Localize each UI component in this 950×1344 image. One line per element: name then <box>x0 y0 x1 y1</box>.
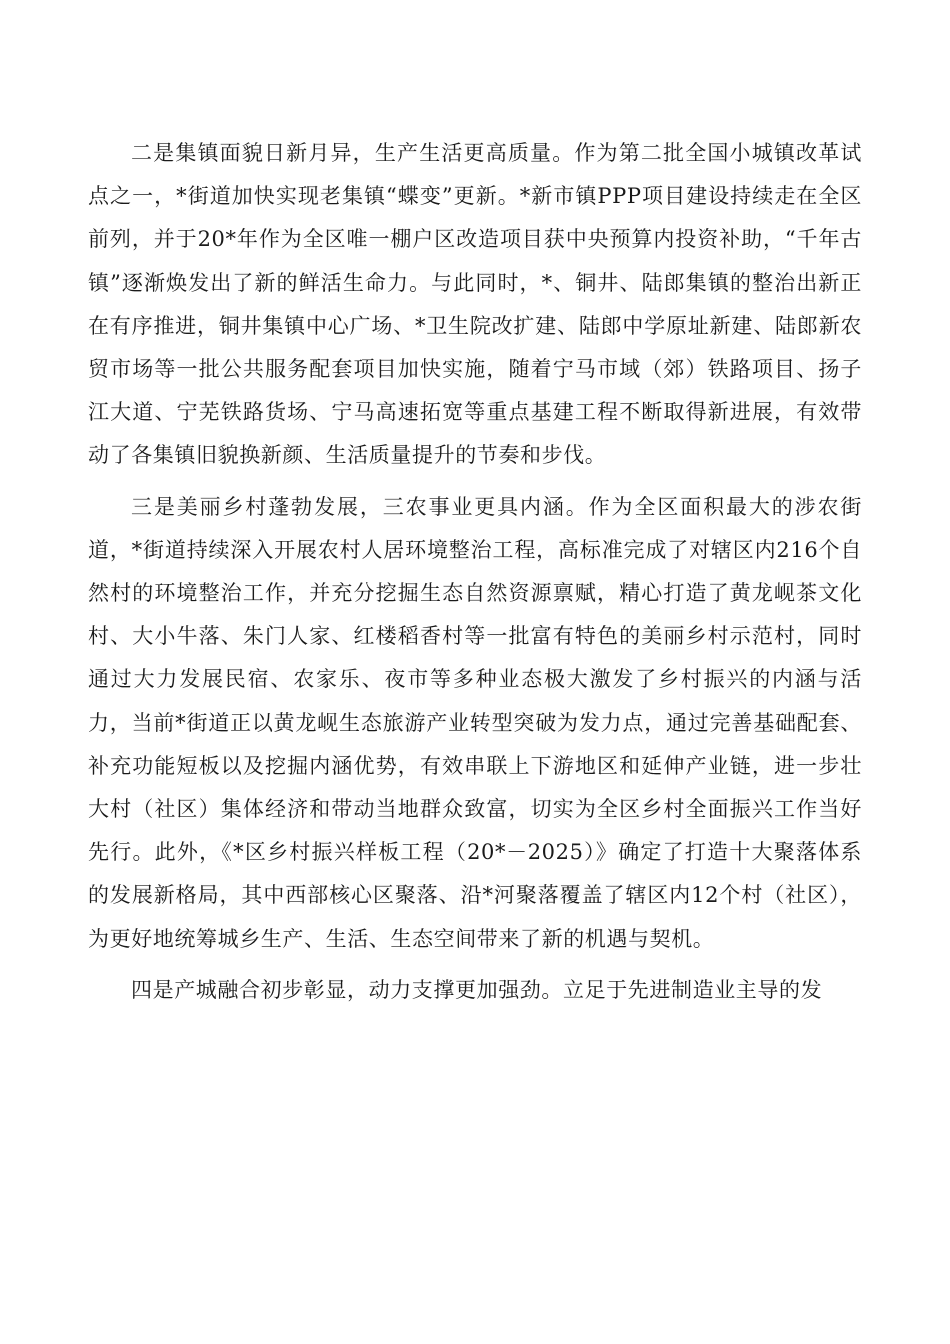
paragraph-industry-city-integration: 四是产城融合初步彰显，动力支撑更加强劲。立足于先进制造业主导的发 <box>131 977 823 1002</box>
document-body <box>88 132 862 1020</box>
paragraph-town-appearance: 二是集镇面貌日新月异，生产生活更高质量。作为第二批全国小城镇改革试点之一，*街道加快实现老集镇“蝶变”更新。*新市镇PPP项目建设持续走在全区前列，并于20*年作为全区唯一棚户区改造项目获中央预算内投资补助，“千年古镇”逐渐焕发出了新的鲜活生命力。与此同时，*、铜井、陆郎集镇的整治出新正在有序推进，铜井集镇中心广场、*卫生院改扩建、陆郎中学原址新建、陆郎新农贸市场等一批公共服务配套项目加快实施，随着宁马市域（郊）铁路项目、扬子江大道、宁芜铁路货场、宁马高速拓宽等重点基建工程不断取得新进展，有效带动了各集镇旧貌换新颜、生活质量提升的节奏和步伐。 <box>88 141 862 468</box>
paragraph-beautiful-villages: 三是美丽乡村蓬勃发展，三农事业更具内涵。作为全区面积最大的涉农街道，*街道持续深入开展农村人居环境整治工程，高标准完成了对辖区内216个自然村的环境整治工作，并充分挖掘生态自然资源禀赋，精心打造了黄龙岘茶文化村、大小牛落、朱门人家、红楼稻香村等一批富有特色的美丽乡村示范村，同时通过大力发展民宿、农家乐、夜市等多种业态极大激发了乡村振兴的内涵与活力，当前*街道正以黄龙岘生态旅游产业转型突破为发力点，通过完善基础配套、补充功能短板以及挖掘内涵优势，有效串联上下游地区和延伸产业链，进一步壮大村（社区）集体经济和带动当地群众致富，切实为全区乡村全面振兴工作当好先行。此外，《*区乡村振兴样板工程（20*－2025）》确定了打造十大聚落体系的发展新格局，其中西部核心区聚落、沿*河聚落覆盖了辖区内12个村（社区），为更好地统筹城乡生产、生活、生态空间带来了新的机遇与契机。 <box>88 494 862 951</box>
